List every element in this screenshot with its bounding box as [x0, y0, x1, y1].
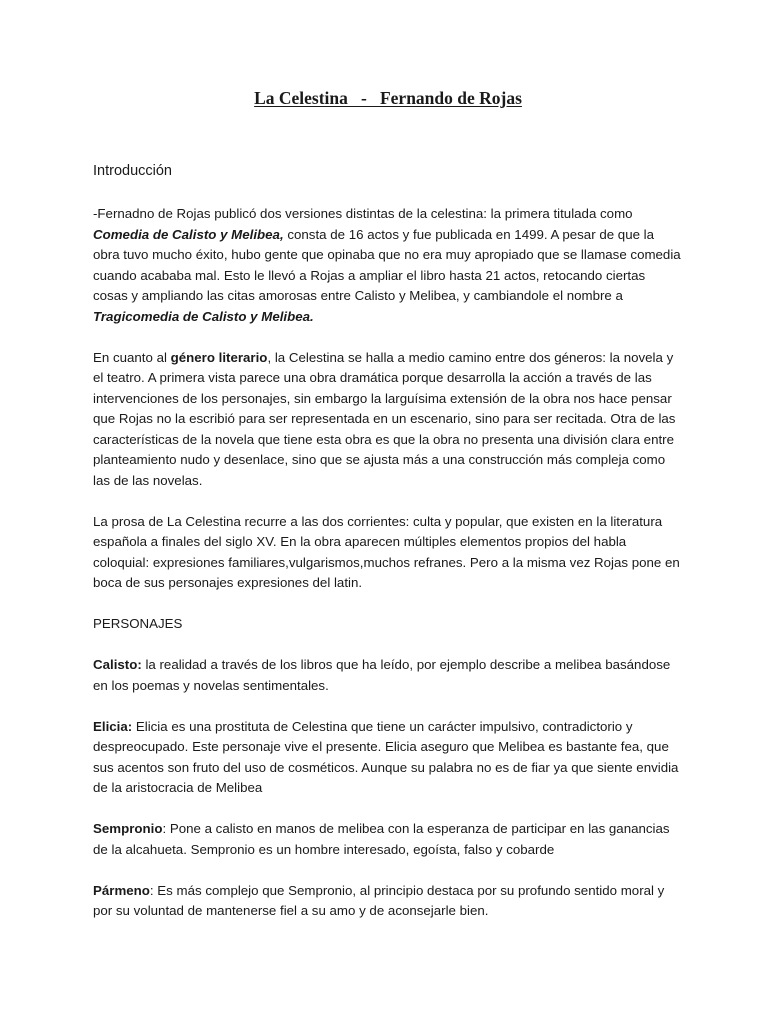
- character-name: Pármeno: [93, 882, 150, 898]
- paragraph-genre: [93, 348, 683, 492]
- character-description: : Es más complejo que Sempronio, al principio destaca por su profundo sentido moral y por su voluntad de mantenerse fiel a su amo y de aconsejarle bien.: [93, 882, 665, 918]
- work-title-comedia: Comedia de Calisto y Melibea,: [93, 226, 284, 242]
- character-calisto: [93, 655, 683, 696]
- document-page: [93, 86, 683, 942]
- character-description: Elicia es una prostituta de Celestina que tiene un carácter impulsivo, contradictorio y despreocupado. Este personaje vive el presente. Elicia aseguro que Melibea es bastante fea, que sus acentos son fruto del uso de cosméticos. Aunque su palabra no es de fiar ya que siente envidia de la aristocracia de Melibea: [93, 718, 679, 795]
- character-name: Sempronio: [93, 821, 163, 836]
- character-description: : Pone a calisto en manos de melibea con la esperanza de participar en las ganancias de la alcahueta. Sempronio es un hombre interesado, egoísta, falso y cobarde: [93, 821, 670, 857]
- personajes-heading: PERSONAJES: [93, 616, 183, 631]
- character-parmeno: [93, 881, 683, 922]
- character-sempronio: [93, 819, 683, 860]
- paragraph-text: -Fernadno de Rojas publicó dos versiones distintas de la celestina: la primera titulada como: [93, 206, 633, 221]
- paragraph-text: En cuanto al: [93, 349, 171, 365]
- character-name: Elicia:: [93, 718, 133, 734]
- intro-heading: Introducción: [93, 163, 172, 179]
- paragraph-text: consta de 16 actos y fue publicada en 1499. A pesar de que la obra tuvo mucho éxito, hubo gente que opinaba que no era muy apropiado que se llamase comedia cuando acababa mal. Esto le llevó a Rojas a ampliar el libro hasta 21 actos, retocando ciertas cosas y ampliando las citas amorosas entre Calisto y Melibea, y cambiandole el nombre a: [93, 226, 681, 303]
- paragraph-text: , la Celestina se halla a medio camino entre dos géneros: la novela y el teatro. A primera vista parece una obra dramática porque desarrolla la acción a través de las intervenciones de los personajes, sin embargo la larguísima extensión de la obra nos hace pensar que Rojas no la escribió para ser representada en un escenario, sino para ser recitada. Otra de las características de la novela que tiene esta obra es que la obra no presenta una división clara entre planteamiento nudo y desenlace, sino que se ajusta más a una construcción más compleja como las de las novelas.: [93, 349, 676, 488]
- work-title-tragicomedia: Tragicomedia de Calisto y Melibea.: [93, 308, 314, 324]
- character-elicia: [93, 717, 683, 799]
- document-title: La Celestina - Fernando de Rojas: [254, 88, 522, 108]
- character-description: la realidad a través de los libros que ha leído, por ejemplo describe a melibea basándose en los poemas y novelas sentimentales.: [93, 657, 671, 693]
- paragraph-versions: [93, 204, 683, 327]
- genre-term: género literario: [170, 349, 268, 365]
- paragraph-prose: La prosa de La Celestina recurre a las dos corrientes: culta y popular, que existen en la literatura española a finales del siglo XV. En la obra aparecen múltiples elementos propios del habla coloquial: expresiones familiares,vulgarismos,muchos refranes. Pero a la misma vez Rojas pone en boca de sus personajes expresiones del latin.: [93, 513, 680, 590]
- character-name: Calisto:: [93, 657, 142, 672]
